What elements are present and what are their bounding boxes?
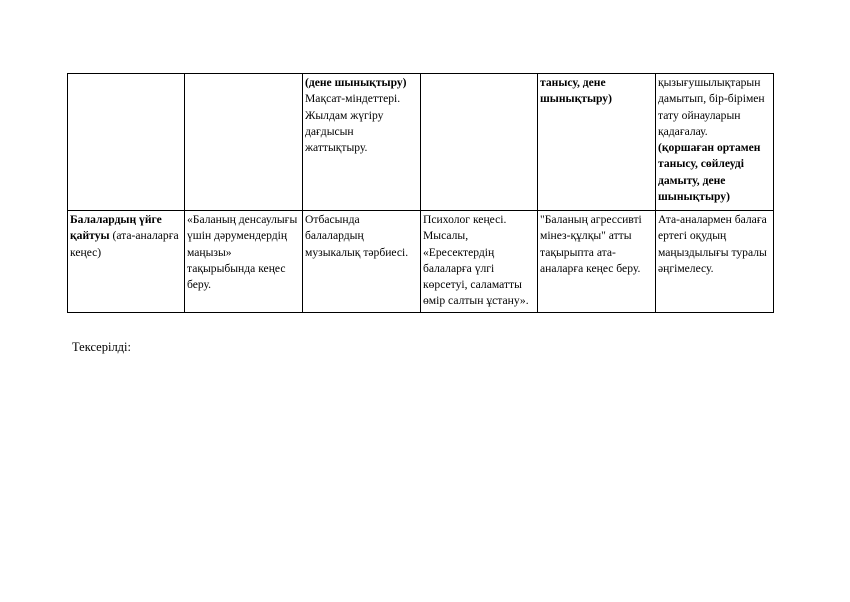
table-cell <box>185 74 303 211</box>
cell-bold-text: танысу, дене шынықтыру) <box>540 76 612 106</box>
table-cell <box>185 211 303 313</box>
table-cell <box>68 74 185 211</box>
table-cell <box>538 74 656 211</box>
table-cell <box>421 74 538 211</box>
table-cell <box>68 211 185 313</box>
table-cell <box>538 211 656 313</box>
cell-text: Психолог кеңесі. Мысалы, «Ересектердің балаларға үлгі көрсетуі, саламатты өмір салтын ұстану». <box>423 213 529 308</box>
table-cell <box>421 211 538 313</box>
cell-text: қызығушылықтарын дамытып, бір-бірімен тату ойнауларын қадағалау. <box>658 76 765 138</box>
cell-text: «Баланың денсаулығы үшін дәрумендердің маңызы» тақырыбында кеңес беру. <box>187 213 298 292</box>
table-cell <box>656 211 774 313</box>
row-heading-note: (ата-аналарға кеңес) <box>70 229 179 259</box>
table-row <box>68 74 774 211</box>
weekly-plan-table <box>67 73 774 313</box>
table-row <box>68 211 774 313</box>
checked-by-label: Тексерілді: <box>72 340 131 354</box>
row-heading: Балалардың үйге қайтуы <box>70 213 162 243</box>
cell-text: Отбасында балалардың музыкалық тәрбиесі. <box>305 213 409 259</box>
cell-text: Мақсат-міндеттері. Жылдам жүгіру дағдысын жаттықтыру. <box>305 92 401 155</box>
cell-text: "Баланың агрессивті мінез-құлқы" атты тақырыпта ата-аналарға кеңес беру. <box>540 213 642 275</box>
cell-text: Ата-аналармен балаға ертегі оқудың маңыздылығы туралы әңгімелесу. <box>658 213 767 275</box>
table-cell <box>656 74 774 211</box>
table-cell <box>303 74 421 211</box>
cell-bold-text: (дене шынықтыру) <box>305 76 407 89</box>
cell-bold-text: (қоршаған ортамен танысу, сөйлеуді дамыту, дене шынықтыру) <box>658 141 761 204</box>
table-cell <box>303 211 421 313</box>
